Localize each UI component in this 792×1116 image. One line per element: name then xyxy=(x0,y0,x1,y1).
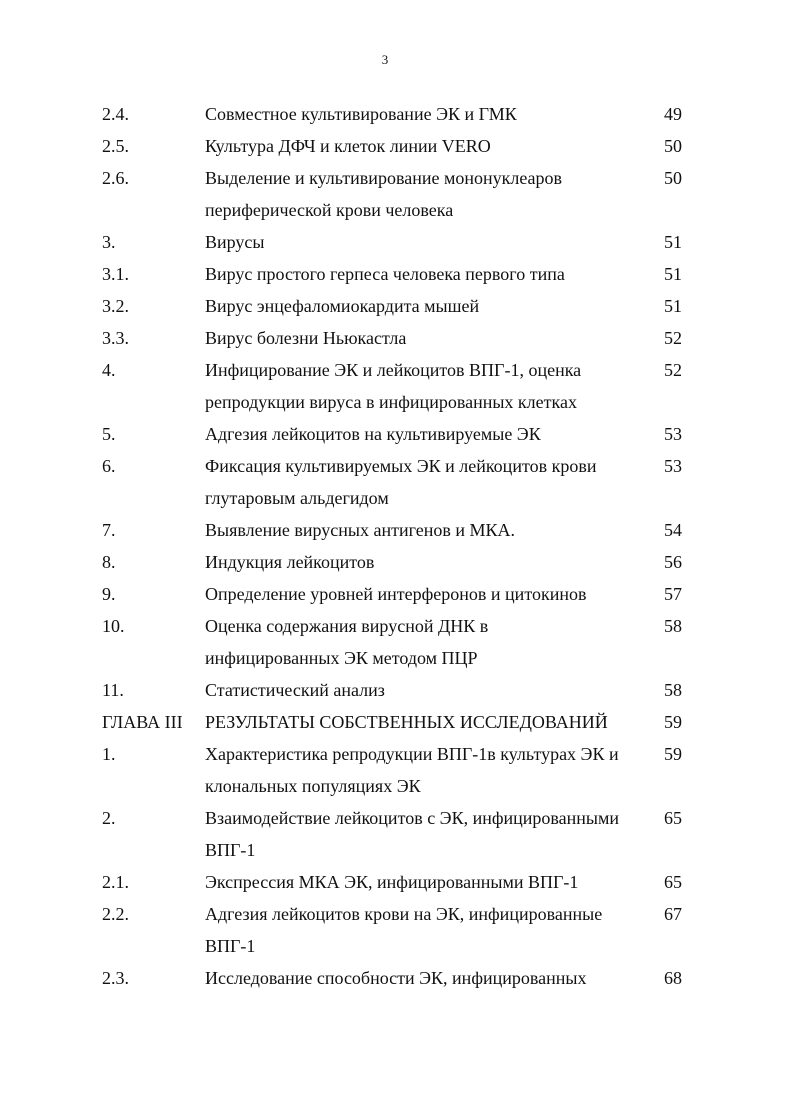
section-number: 1. xyxy=(102,744,116,764)
toc-row xyxy=(0,738,792,802)
section-title: Определение уровней интерферонов и цитокинов xyxy=(205,584,587,604)
page-ref: 52 xyxy=(664,360,682,380)
section-title: Оценка содержания вирусной ДНК в инфицированных ЭК методом ПЦР xyxy=(205,616,489,668)
toc-row xyxy=(0,866,792,898)
page-ref: 49 xyxy=(664,104,682,124)
section-number: 5. xyxy=(102,424,116,444)
section-number: 2.3. xyxy=(102,968,129,988)
page-ref: 52 xyxy=(664,328,682,348)
page-ref: 57 xyxy=(664,584,682,604)
page-ref: 68 xyxy=(664,968,682,988)
toc-row xyxy=(0,802,792,866)
toc-row xyxy=(0,98,792,130)
section-title: Выявление вирусных антигенов и МКА. xyxy=(205,520,516,540)
section-number: 2.1. xyxy=(102,872,129,892)
chapter-number: ГЛАВА III xyxy=(102,712,183,732)
section-title: Адгезия лейкоцитов на культивируемые ЭК xyxy=(205,424,541,444)
page-ref: 51 xyxy=(664,232,682,252)
section-number: 3.1. xyxy=(102,264,129,284)
toc-row xyxy=(0,418,792,450)
section-title: Инфицирование ЭК и лейкоцитов ВПГ-1, оценка репродукции вируса в инфицированных клетках xyxy=(205,360,582,412)
section-number: 3. xyxy=(102,232,116,252)
page-number: 3 xyxy=(381,52,389,67)
toc-row xyxy=(0,450,792,514)
page-ref: 58 xyxy=(664,680,682,700)
page-ref: 59 xyxy=(664,744,682,764)
page-ref: 53 xyxy=(664,456,682,476)
table-of-contents xyxy=(0,98,792,994)
section-title: Адгезия лейкоцитов крови на ЭК, инфицированные ВПГ-1 xyxy=(205,904,603,956)
section-title: Экспрессия МКА ЭК, инфицированными ВПГ-1 xyxy=(205,872,579,892)
section-title: Совместное культивирование ЭК и ГМК xyxy=(205,104,517,124)
toc-row xyxy=(0,322,792,354)
section-title: Выделение и культивирование мононуклеаров периферической крови человека xyxy=(205,168,563,220)
section-number: 11. xyxy=(102,680,124,700)
section-title: Статистический анализ xyxy=(205,680,385,700)
page-ref: 54 xyxy=(664,520,682,540)
toc-row xyxy=(0,546,792,578)
page-ref: 58 xyxy=(664,616,682,636)
section-number: 7. xyxy=(102,520,116,540)
page-ref: 53 xyxy=(664,424,682,444)
toc-row xyxy=(0,514,792,546)
page-ref: 65 xyxy=(664,872,682,892)
section-number: 3.3. xyxy=(102,328,129,348)
section-title: Вирус энцефаломиокардита мышей xyxy=(205,296,480,316)
toc-row xyxy=(0,898,792,962)
toc-row xyxy=(0,130,792,162)
page-ref: 56 xyxy=(664,552,682,572)
toc-row xyxy=(0,962,792,994)
section-number: 2.2. xyxy=(102,904,129,924)
section-title: Культура ДФЧ и клеток линии VERO xyxy=(205,136,491,156)
toc-row xyxy=(0,354,792,418)
section-title: Вирусы xyxy=(205,232,265,252)
page-ref: 59 xyxy=(664,712,682,732)
section-number: 2.6. xyxy=(102,168,129,188)
page-ref: 51 xyxy=(664,296,682,316)
chapter-title: РЕЗУЛЬТАТЫ СОБСТВЕННЫХ ИССЛЕДОВАНИЙ xyxy=(205,712,608,732)
section-number: 9. xyxy=(102,584,116,604)
section-number: 2. xyxy=(102,808,116,828)
toc-row xyxy=(0,674,792,706)
section-number: 6. xyxy=(102,456,116,476)
toc-row xyxy=(0,226,792,258)
toc-row xyxy=(0,290,792,322)
section-title: Взаимодействие лейкоцитов с ЭК, инфицированными ВПГ-1 xyxy=(205,808,620,860)
section-number: 8. xyxy=(102,552,116,572)
page-ref: 67 xyxy=(664,904,682,924)
section-title: Характеристика репродукции ВПГ-1в культурах ЭК и клональных популяциях ЭК xyxy=(205,744,619,796)
section-number: 4. xyxy=(102,360,116,380)
toc-row xyxy=(0,162,792,226)
section-number: 2.5. xyxy=(102,136,129,156)
page-ref: 50 xyxy=(664,168,682,188)
section-title: Вирус простого герпеса человека первого типа xyxy=(205,264,565,284)
page-ref: 50 xyxy=(664,136,682,156)
page-ref: 65 xyxy=(664,808,682,828)
toc-row-chapter xyxy=(0,706,792,738)
section-number: 2.4. xyxy=(102,104,129,124)
section-title: Индукция лейкоцитов xyxy=(205,552,375,572)
toc-row xyxy=(0,578,792,610)
section-title: Исследование способности ЭК, инфицированных xyxy=(205,968,587,988)
page-ref: 51 xyxy=(664,264,682,284)
section-title: Вирус болезни Ньюкастла xyxy=(205,328,407,348)
toc-row xyxy=(0,610,792,674)
section-number: 3.2. xyxy=(102,296,129,316)
toc-row xyxy=(0,258,792,290)
section-title: Фиксация культивируемых ЭК и лейкоцитов крови глутаровым альдегидом xyxy=(205,456,597,508)
section-number: 10. xyxy=(102,616,125,636)
